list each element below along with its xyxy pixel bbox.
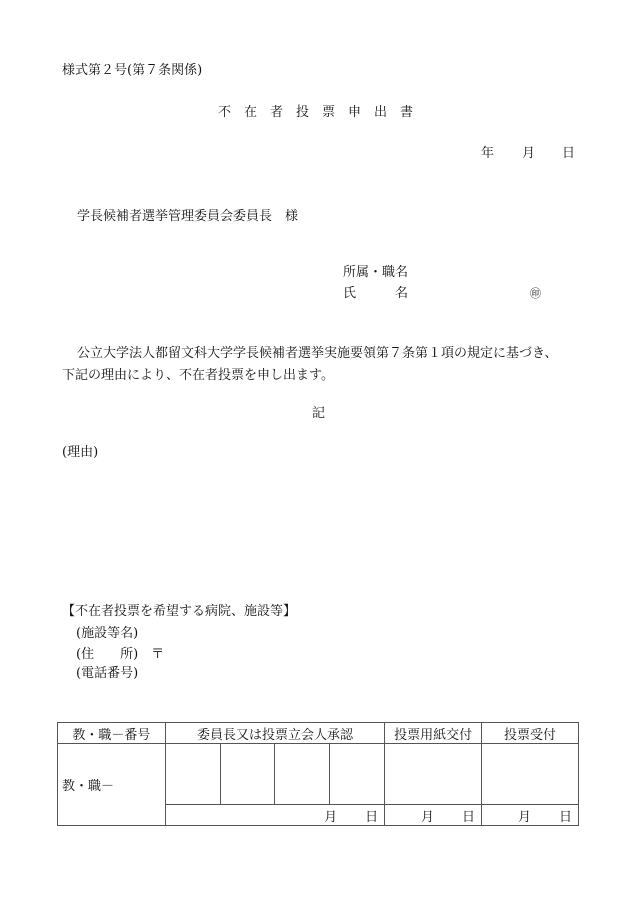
facility-name-label: (施設等名) xyxy=(76,626,139,641)
approval-date xyxy=(165,805,384,826)
date-day: 日 xyxy=(562,146,576,161)
approval-box-2 xyxy=(220,744,275,805)
date-year: 年 xyxy=(481,146,495,161)
approval-box-1 xyxy=(165,744,220,805)
form-number: 様式第２号(第７条関係) xyxy=(62,63,203,78)
ki-heading: 記 xyxy=(312,406,326,421)
seal-mark: ㊞ xyxy=(530,287,541,300)
addressee: 学長候補者選挙管理委員会委員長 様 xyxy=(77,209,299,224)
row-label: 教・職－ xyxy=(58,744,166,826)
day-label: 日 xyxy=(558,809,572,825)
name-label: 氏 名 xyxy=(343,286,409,301)
ballot-issued-box xyxy=(385,744,482,805)
reason-label: (理由) xyxy=(62,445,99,460)
header-number: 教・職－番号 xyxy=(58,723,166,744)
body-text-line1: 公立大学法人都留文科大学学長候補者選挙実施要領第７条第１項の規定に基づき、 xyxy=(77,346,558,361)
affiliation-label: 所属・職名 xyxy=(343,265,409,280)
issued-date xyxy=(385,805,482,826)
day-label: 日 xyxy=(365,809,379,825)
facility-heading: 【不在者投票を希望する病院、施設等】 xyxy=(62,604,297,619)
month-label: 月 xyxy=(324,809,338,825)
processing-table xyxy=(57,722,579,826)
header-ballot-received: 投票受付 xyxy=(482,723,579,744)
approval-box-4 xyxy=(330,744,385,805)
received-date xyxy=(482,805,579,826)
ballot-received-box xyxy=(482,744,579,805)
month-label: 月 xyxy=(517,809,531,825)
document-title: 不在者投票申出書 xyxy=(218,105,427,120)
day-label: 日 xyxy=(462,809,476,825)
date-month: 月 xyxy=(522,146,536,161)
body-text-line2: 下記の理由により、不在者投票を申し出ます。 xyxy=(62,368,334,383)
approval-box-3 xyxy=(275,744,330,805)
facility-phone-label: (電話番号) xyxy=(76,666,139,681)
month-label: 月 xyxy=(421,809,435,825)
header-approval: 委員長又は投票立会人承認 xyxy=(165,723,384,744)
header-ballot-issued: 投票用紙交付 xyxy=(385,723,482,744)
facility-address-label: (住 所) 〒 xyxy=(76,647,165,662)
